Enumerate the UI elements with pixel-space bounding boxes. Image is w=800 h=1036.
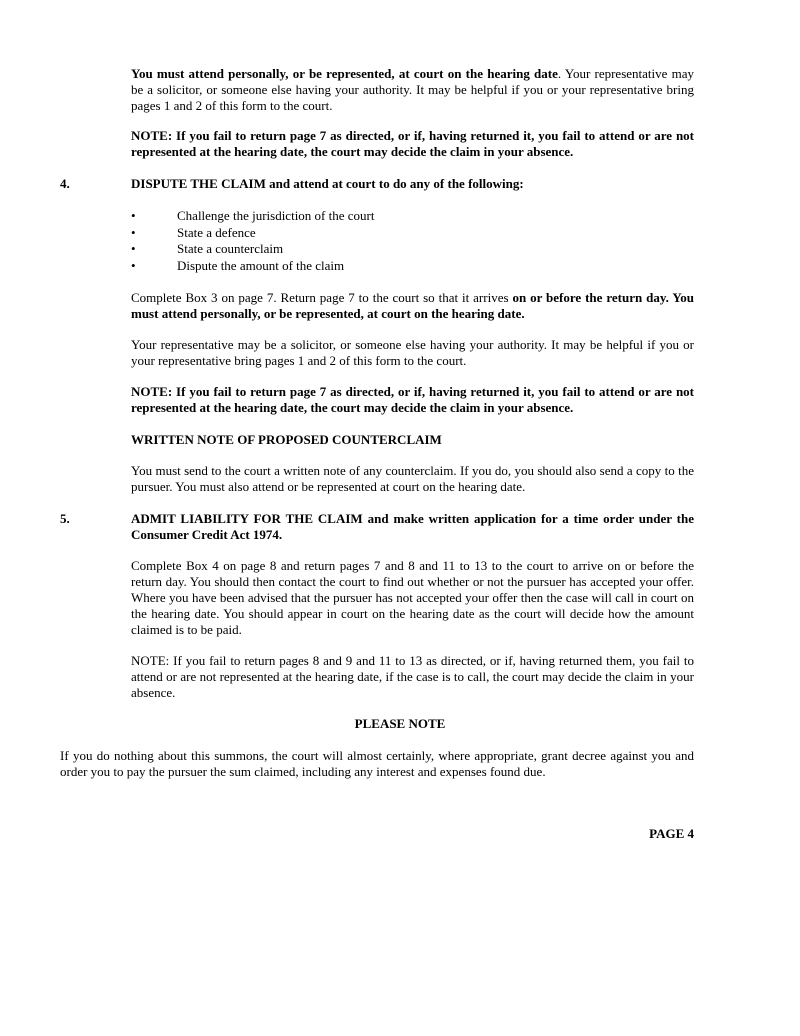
section-5-heading: ADMIT LIABILITY FOR THE CLAIM and make written application for a time order under the Consumer Credit Act 1974. (131, 511, 694, 542)
section-5-number: 5. (60, 511, 70, 526)
written-note-heading: WRITTEN NOTE OF PROPOSED COUNTERCLAIM (131, 432, 442, 447)
list-item (131, 225, 694, 242)
page-number: PAGE 4 (649, 826, 694, 841)
section-5-complete-paragraph: Complete Box 4 on page 8 and return pages 7 and 8 and 11 to 13 to the court to arrive on or before the return day. You should then contact the court to find out whether or not the pursuer has accepted your offer. Where you have been advised that the pursuer has not accepted your offer then the case will call in court on the hearing date. You should appear in court on the hearing date as the court will decide how the amount claimed is to be paid. (131, 558, 694, 637)
attend-paragraph-rest: . Your representative may be a solicitor, or someone else having your authority. It may be helpful if you or your representative bring pages 1 and 2 of this form to the court. (131, 66, 694, 113)
please-note-paragraph: If you do nothing about this summons, the court will almost certainly, where appropriate, grant decree against you and order you to pay the pursuer the sum claimed, including any interest and expenses found due. (60, 748, 694, 779)
bullet-icon: • (131, 208, 136, 223)
section-4-complete-paragraph (131, 290, 694, 322)
attend-paragraph (131, 66, 694, 114)
section-4-representative-paragraph: Your representative may be a solicitor, or someone else having your authority. It may be helpful if you or your representative bring pages 1 and 2 of this form to the court. (131, 337, 694, 368)
section-4-complete-normal: Complete Box 3 on page 7. Return page 7 to the court so that it arrives (131, 290, 513, 305)
please-note-heading: PLEASE NOTE (354, 716, 446, 731)
list-item (131, 258, 694, 275)
note-section-5: NOTE: If you fail to return pages 8 and 9 and 11 to 13 as directed, or if, having returned them, you fail to attend or are not represented at the hearing date, if the case is to call, the court may decide the claim in your absence. (131, 653, 694, 700)
list-item-text: State a defence (177, 224, 256, 240)
list-item (131, 241, 694, 258)
list-item-text: State a counterclaim (177, 241, 284, 256)
bullet-icon: • (131, 224, 136, 240)
section-4-number: 4. (60, 176, 70, 191)
list-item-text: Dispute the amount of the claim (177, 257, 345, 273)
section-4-heading: DISPUTE THE CLAIM and attend at court to do any of the following: (131, 176, 524, 191)
list-item-text: Challenge the jurisdiction of the court (177, 208, 375, 223)
written-note-paragraph: You must send to the court a written note of any counterclaim. If you do, you should also send a copy to the pursuer. You must also attend or be represented at court on the hearing date. (131, 463, 694, 494)
bullet-icon: • (131, 241, 136, 256)
note-section-4: NOTE: If you fail to return page 7 as directed, or if, having returned it, you fail to attend or are not represented at the hearing date, the court may decide the claim in your absence. (131, 384, 694, 415)
bullet-icon: • (131, 257, 136, 273)
list-item (131, 208, 694, 225)
note-section-3: NOTE: If you fail to return page 7 as directed, or if, having returned it, you fail to attend or are not represented at the hearing date, the court may decide the claim in your absence. (131, 128, 694, 159)
section-4-bullet-list (131, 208, 694, 274)
attend-paragraph-bold: You must attend personally, or be represented, at court on the hearing date (131, 66, 558, 81)
section-4-complete-bold: on or before the return day. You must attend personally, or be represented, at court on the hearing date. (131, 290, 695, 321)
